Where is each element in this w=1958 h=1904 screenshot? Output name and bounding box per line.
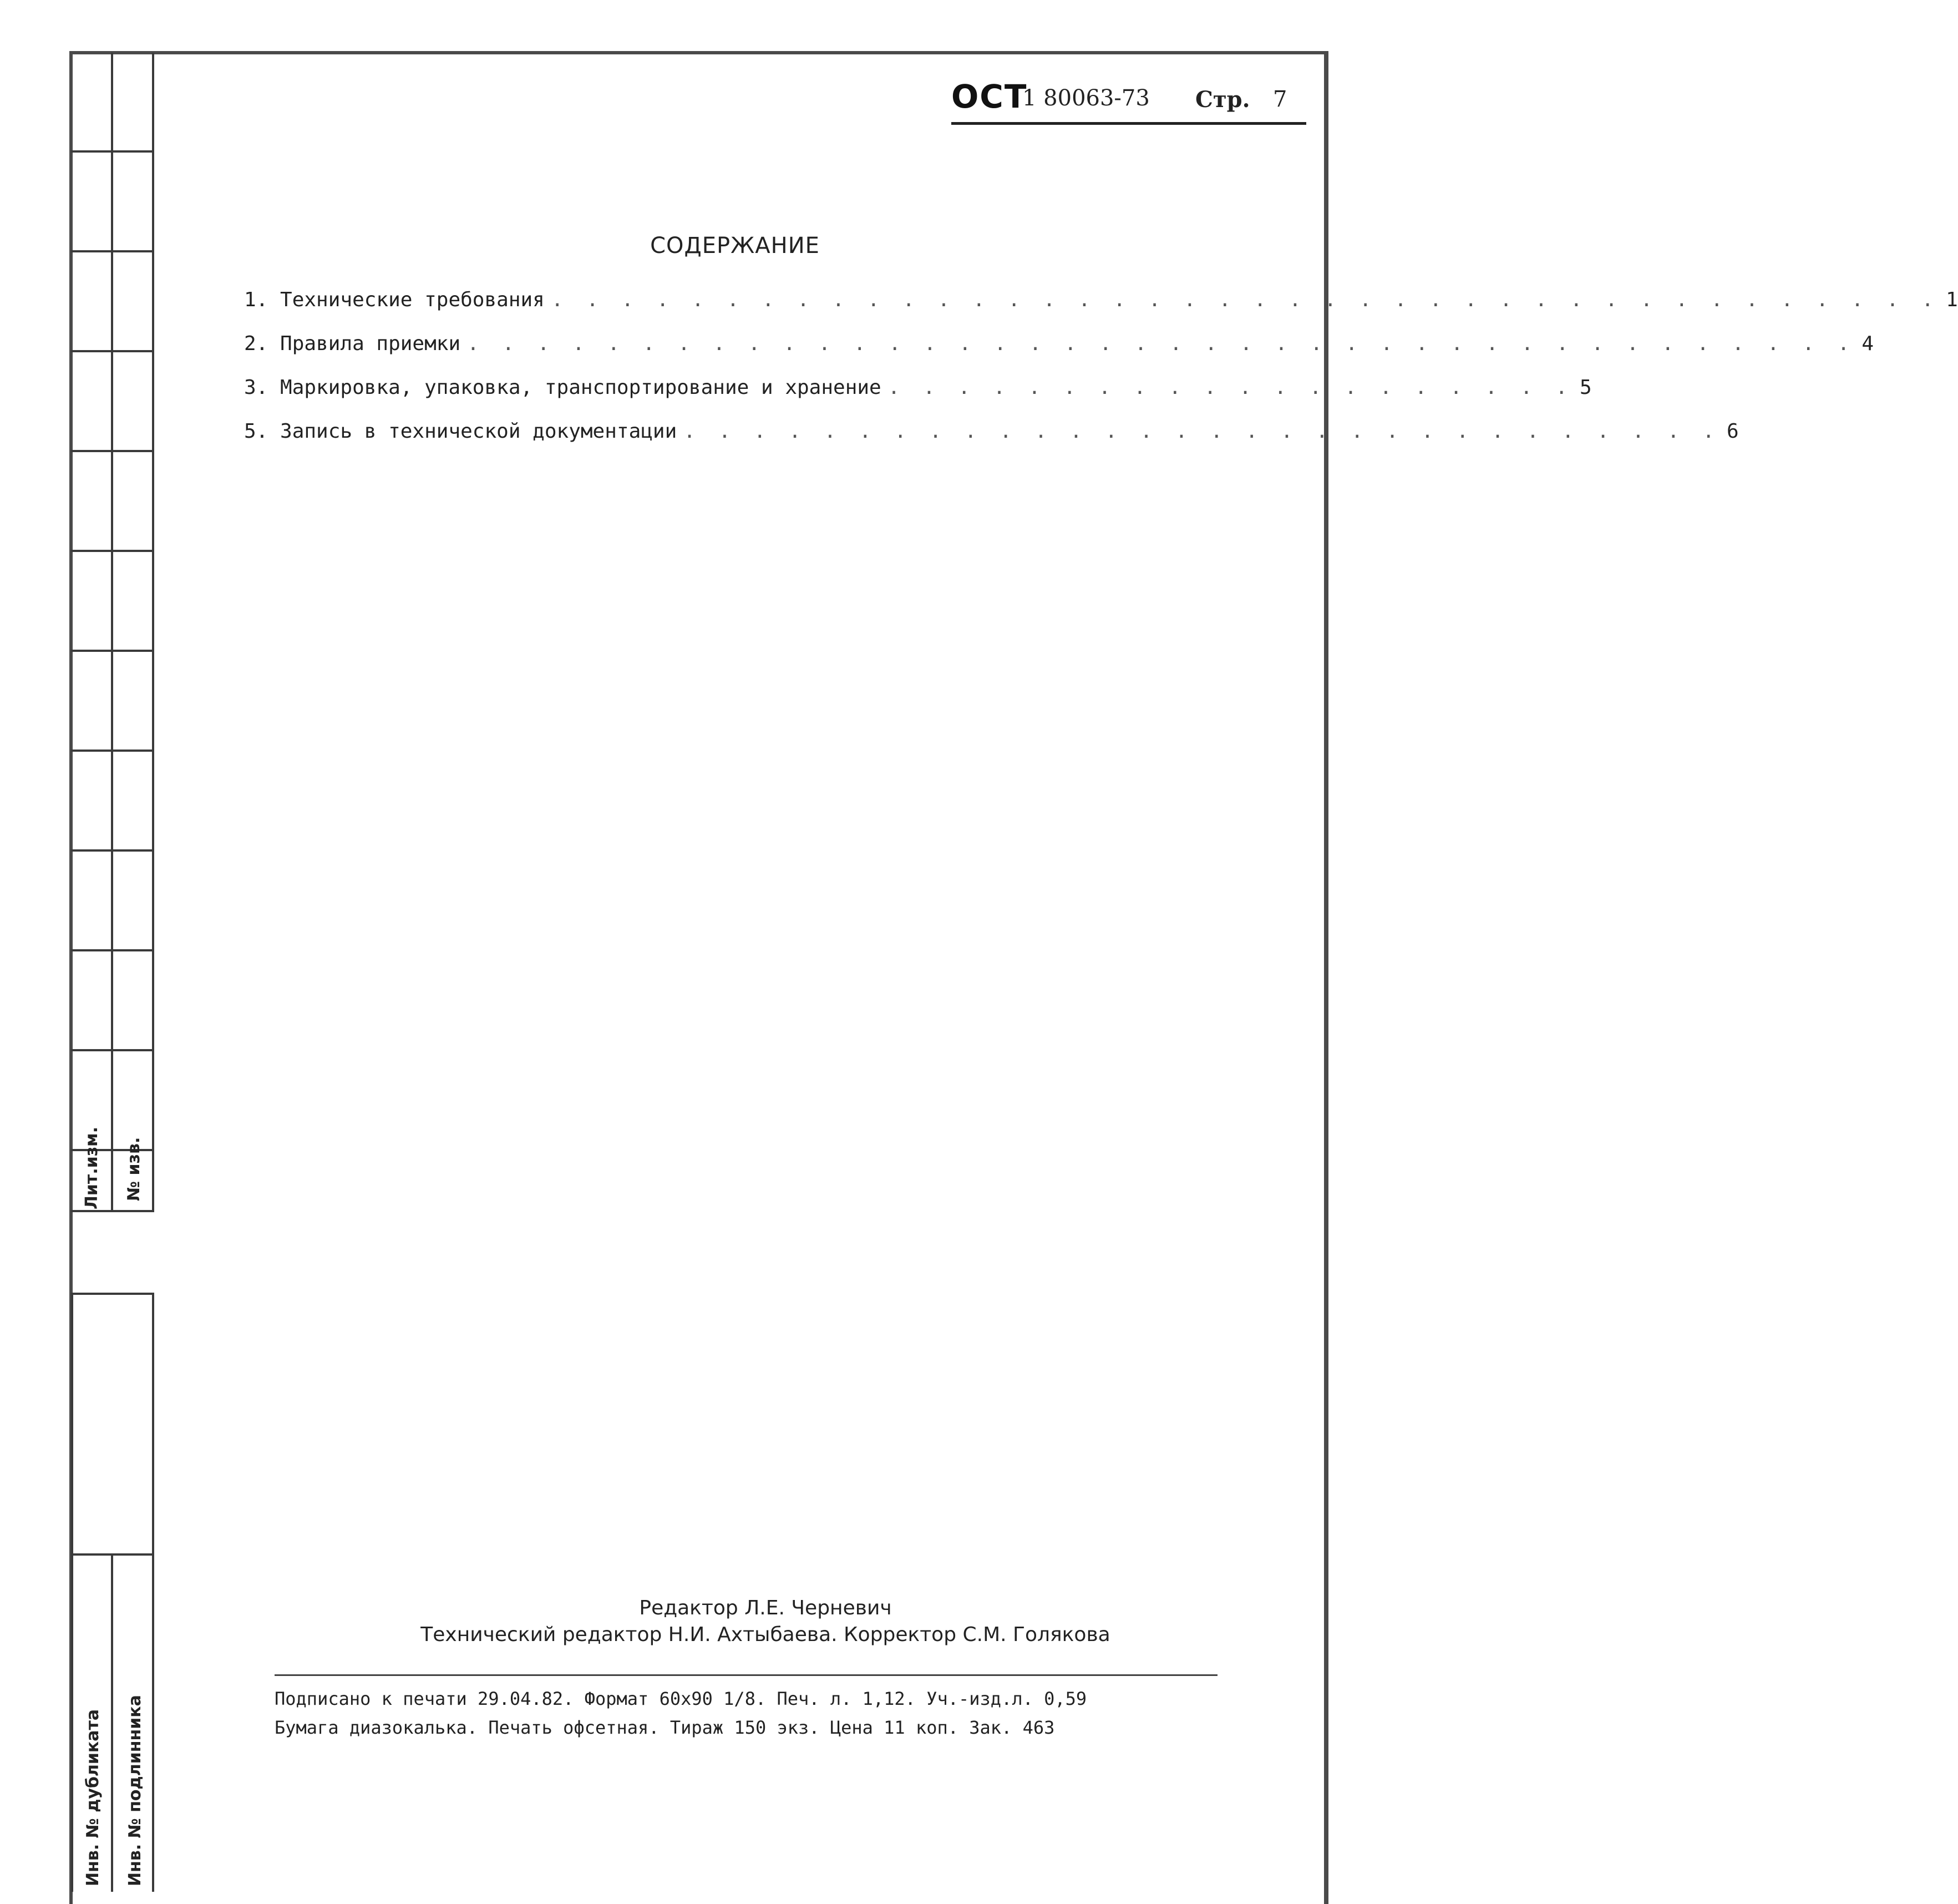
notice-number-label: № изв.: [124, 1137, 144, 1201]
editor-credit: Редактор Л.Е. Черневич: [639, 1597, 892, 1619]
stamp-cell: [71, 951, 154, 1051]
stamp-cell: [71, 352, 154, 452]
toc-leader-dots: . . . . . . . . . . . . . . . . . . . . . . . . . . . . . . . . . . . . . . . .: [551, 288, 1940, 311]
stamp-cell: [71, 452, 154, 552]
imprint-line: Подписано к печати 29.04.82. Формат 60х90 1/8. Печ. л. 1,12. Уч.-изд.л. 0,59: [275, 1688, 1087, 1709]
toc-entry: [244, 288, 1958, 332]
toc-leader-dots: . . . . . . . . . . . . . . . . . . . . . . . . . . . . . .: [683, 420, 1721, 443]
margin-stamp-grid: [71, 53, 154, 1212]
toc-entry-title: 5. Запись в технической документации: [244, 420, 677, 443]
toc-entry: [244, 332, 1874, 376]
document-header: [951, 78, 1306, 125]
original-inventory-label: Инв. № подлинника: [125, 1695, 145, 1886]
document-number: 1 80063-73: [1022, 85, 1150, 111]
print-imprint: [275, 1684, 1245, 1742]
editorial-credits: [0, 1595, 1531, 1648]
imprint-divider: [275, 1674, 1218, 1676]
stamp-cell: [71, 852, 154, 951]
toc-list: [244, 288, 1958, 464]
page-number: 7: [1273, 87, 1287, 112]
grid-line: [71, 1293, 154, 1295]
revision-letter-label: Лит.изм.: [82, 1126, 102, 1209]
toc-leader-dots: . . . . . . . . . . . . . . . . . . . .: [887, 376, 1573, 399]
page-label: Стр.: [1195, 87, 1250, 113]
imprint-line: Бумага диазокалька. Печать офсетная. Тираж 150 экз. Цена 11 коп. Зак. 463: [275, 1717, 1055, 1738]
stamp-cell: [71, 552, 154, 652]
toc-entry-title: 1. Технические требования: [244, 288, 545, 311]
toc-entry-page: 1: [1946, 288, 1958, 311]
stamp-cell: [71, 252, 154, 352]
stamp-cell: [71, 53, 154, 153]
toc-heading: СОДЕРЖАНИЕ: [650, 233, 820, 259]
toc-entry-page: 4: [1861, 332, 1874, 355]
stamp-cell: [71, 652, 154, 752]
stamp-cell: [71, 752, 154, 852]
tech-editor-credit: Технический редактор Н.И. Ахтыбаева. Корректор С.М. Голякова: [420, 1623, 1110, 1646]
duplicate-inventory-label: Инв. № дубликата: [83, 1709, 103, 1886]
toc-entry-title: 2. Правила приемки: [244, 332, 461, 355]
toc-entry-page: 5: [1580, 376, 1592, 399]
grid-line: [152, 1293, 154, 1892]
toc-entry: [244, 376, 1592, 420]
toc-entry-page: 6: [1727, 420, 1739, 443]
standard-code: ОСТ: [951, 78, 1028, 115]
toc-entry: [244, 420, 1739, 464]
grid-line: [71, 1293, 73, 1892]
toc-entry-title: 3. Маркировка, упаковка, транспортирование и хранение: [244, 376, 881, 399]
toc-leader-dots: . . . . . . . . . . . . . . . . . . . . . . . . . . . . . . . . . . . . . . . .: [467, 332, 1855, 355]
